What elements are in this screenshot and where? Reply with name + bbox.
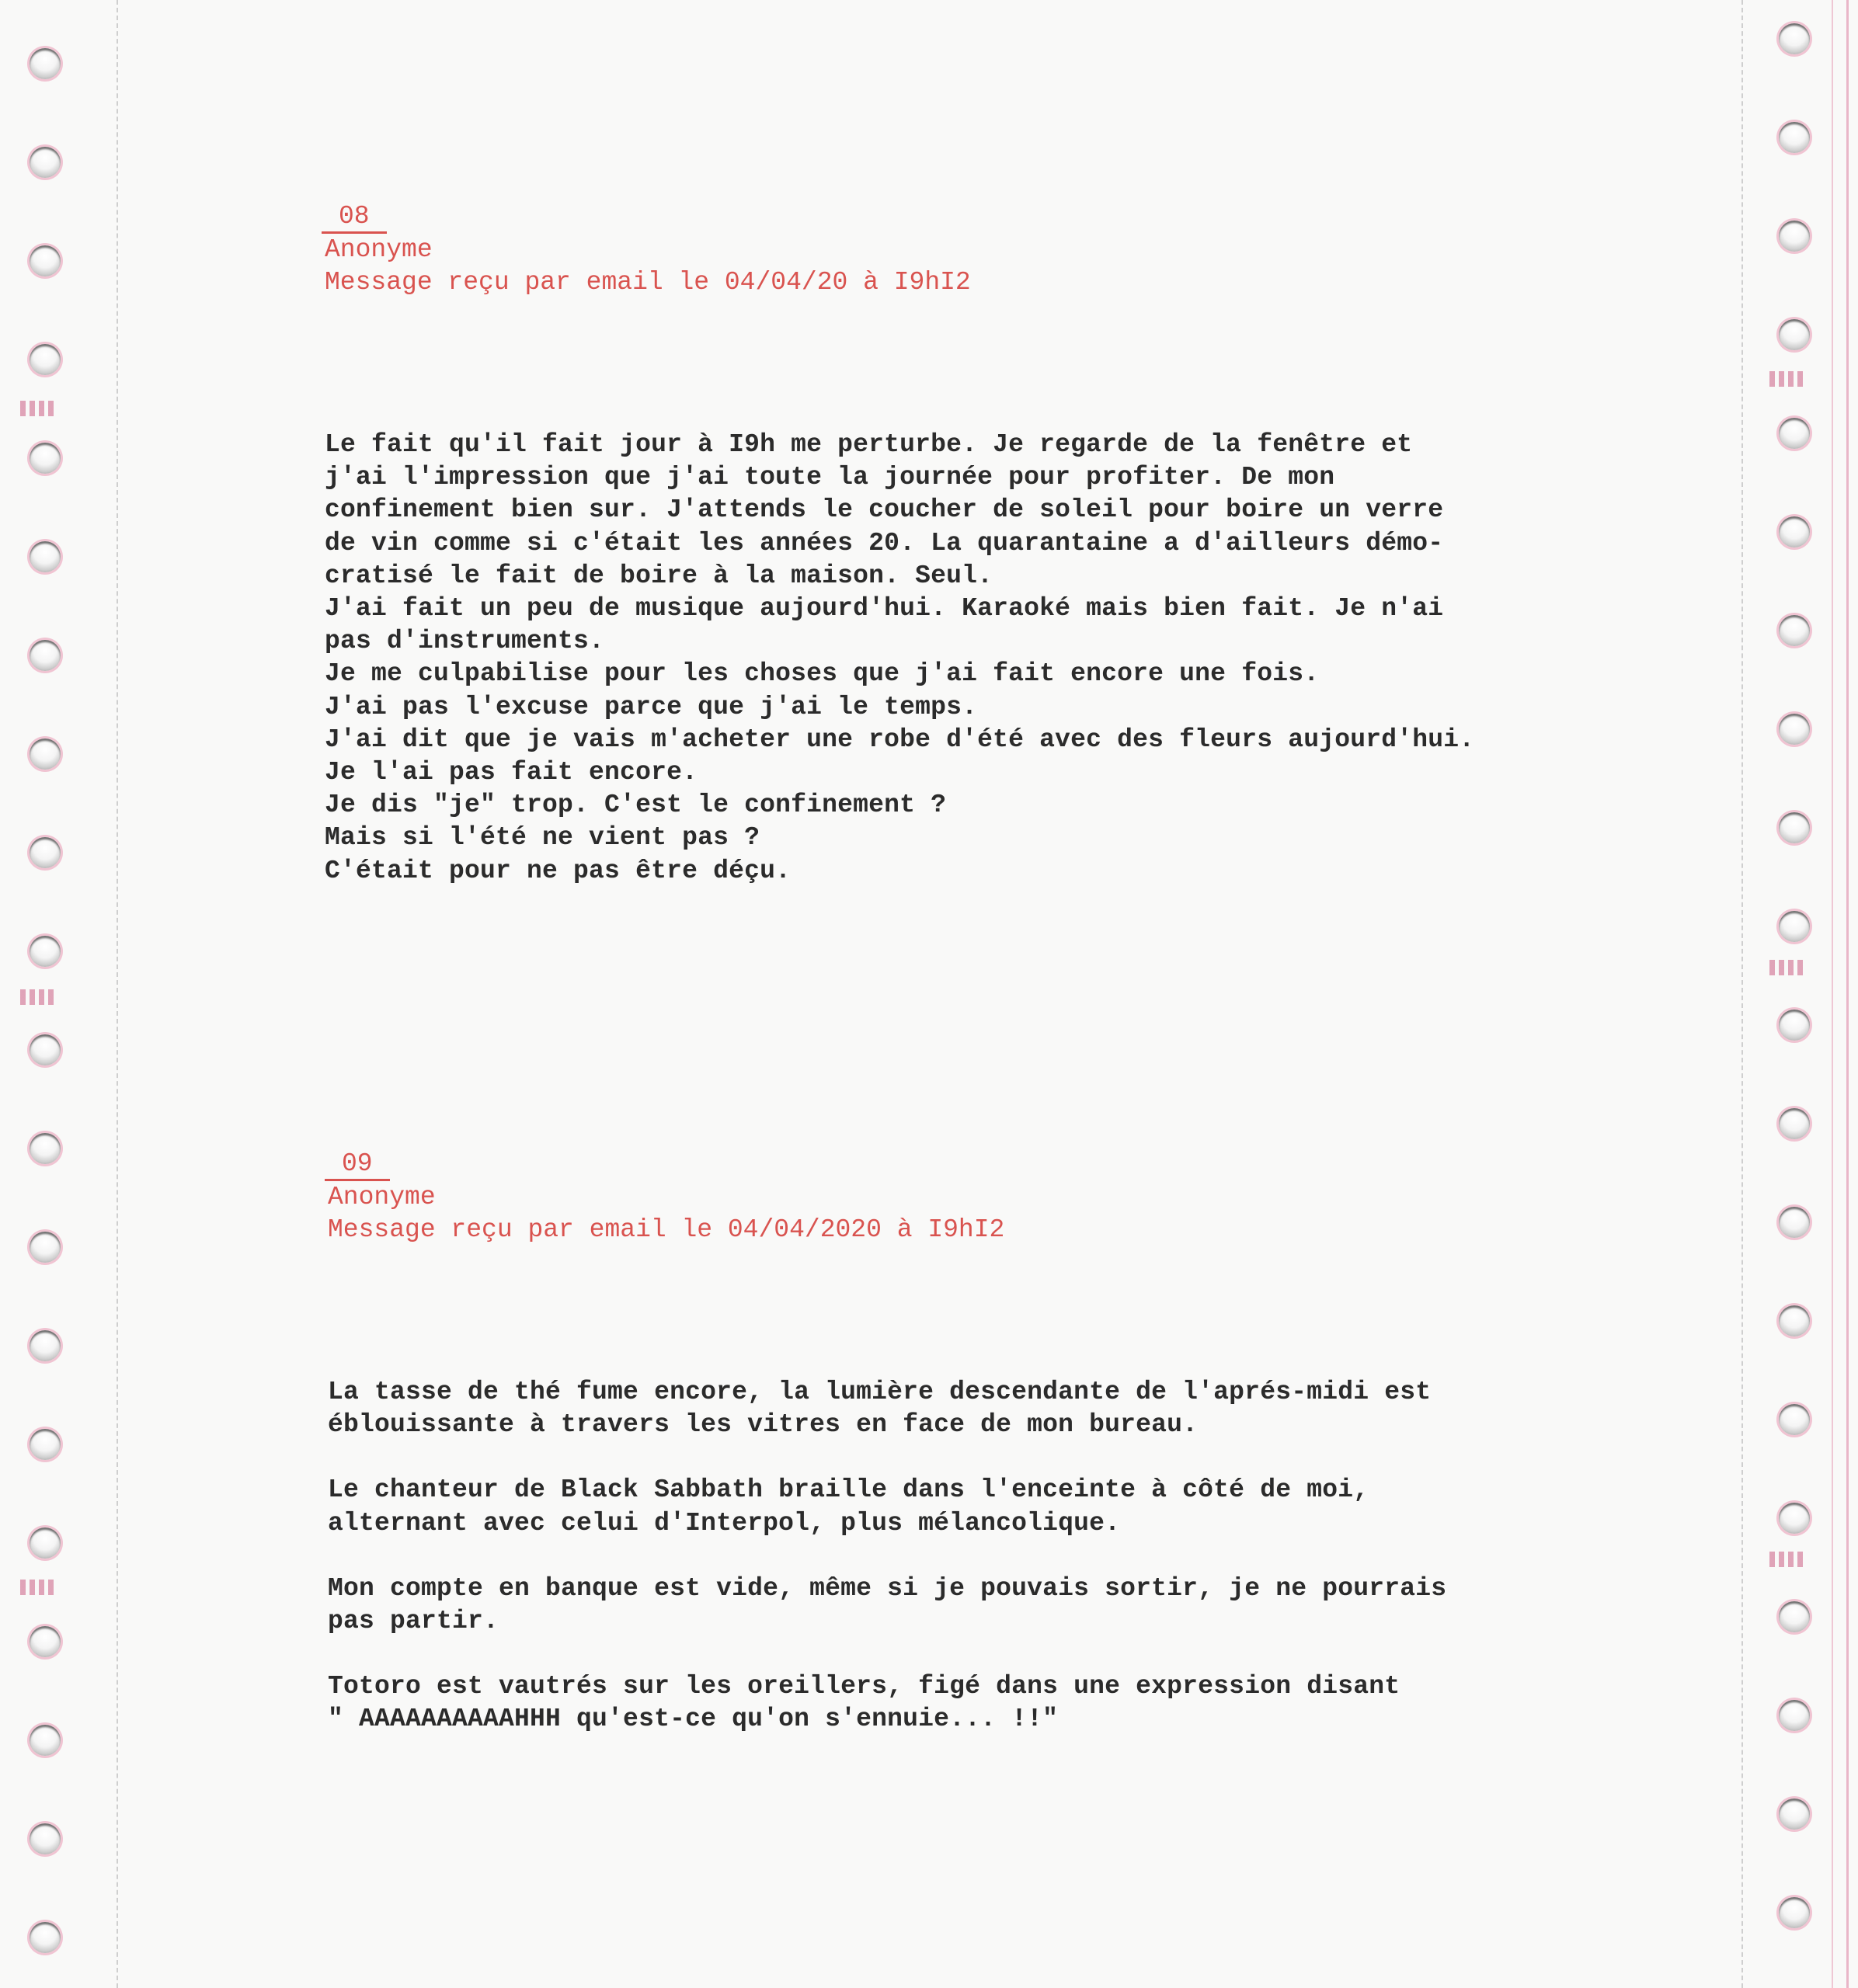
body-line: J'ai pas l'excuse parce que j'ai le temps.	[325, 692, 978, 721]
feed-hole	[30, 245, 61, 276]
body-paragraph: Le chanteur de Black Sabbath braille dans l'enceinte à côté de moi, alternant avec celui d'Interpol, plus mélancolique.	[328, 1475, 1369, 1538]
body-line: J'ai dit que je vais m'acheter une robe d'été avec des fleurs aujourd'hui.	[325, 725, 1475, 754]
body-line: cratisé le fait de boire à la maison. Seul.	[325, 561, 993, 590]
feed-hole	[1779, 418, 1810, 449]
body-paragraph: Totoro est vautrés sur les oreillers, figé dans une expression disant " AAAAAAAAAAHHH qu'est-ce qu'on s'ennuie... !!"	[328, 1672, 1400, 1734]
feed-hole	[1779, 23, 1810, 54]
message-body-09	[328, 1376, 1571, 1769]
entry-received-line: Message reçu par email le 04/04/2020 à I9hI2	[328, 1215, 1005, 1244]
feed-hole	[1779, 516, 1810, 547]
entry-number: 09	[325, 1149, 390, 1181]
feed-hole	[1779, 615, 1810, 646]
feed-hole	[1779, 1897, 1810, 1928]
feed-hole	[30, 443, 61, 474]
perforation-tick-mark	[1769, 1552, 1807, 1567]
feed-hole	[30, 541, 61, 572]
perforation-tick-mark	[1769, 371, 1807, 387]
feed-hole	[30, 1725, 61, 1756]
body-line: confinement bien sur. J'attends le coucher de soleil pour boire un verre	[325, 495, 1444, 525]
feed-hole	[1779, 1404, 1810, 1435]
page-edge-tint	[1832, 0, 1833, 1988]
feed-hole	[1779, 122, 1810, 153]
feed-hole	[30, 1330, 61, 1361]
feed-hole	[1779, 1305, 1810, 1336]
entry-author: Anonyme	[325, 235, 433, 264]
entry-received-line: Message reçu par email le 04/04/20 à I9hI2	[325, 268, 971, 297]
feed-hole	[30, 1133, 61, 1164]
page-edge-tint	[1846, 0, 1849, 1988]
feed-hole	[30, 1527, 61, 1559]
feed-hole	[30, 1922, 61, 1953]
feed-hole	[1779, 1503, 1810, 1534]
body-line: Je dis "je" trop. C'est le confinement ?	[325, 791, 947, 820]
feed-hole	[1779, 319, 1810, 350]
feed-hole	[1779, 1601, 1810, 1632]
body-line: pas d'instruments.	[325, 627, 605, 656]
feed-hole	[30, 48, 61, 79]
feed-hole	[1779, 1010, 1810, 1041]
feed-hole	[1779, 1207, 1810, 1238]
feed-hole	[30, 147, 61, 178]
feed-hole	[1779, 714, 1810, 745]
feed-hole	[30, 936, 61, 967]
entry-number: 08	[322, 202, 387, 234]
body-line: Le fait qu'il fait jour à I9h me perturbe. Je regarde de la fenêtre et	[325, 430, 1413, 459]
message-body-08	[325, 429, 1567, 888]
body-line: J'ai fait un peu de musique aujourd'hui. Karaoké mais bien fait. Je n'ai	[325, 594, 1444, 624]
feed-hole	[30, 344, 61, 375]
perforation-tick-mark	[1769, 960, 1807, 975]
body-paragraph: Mon compte en banque est vide, même si je pouvais sortir, je ne pourrais pas partir.	[328, 1573, 1447, 1636]
feed-hole	[1779, 812, 1810, 843]
right-perforation-line	[1741, 0, 1743, 1988]
feed-hole	[30, 1626, 61, 1657]
feed-hole	[1779, 1108, 1810, 1139]
entry-author: Anonyme	[328, 1183, 436, 1211]
perforation-tick-mark	[20, 1580, 57, 1595]
perforation-tick-mark	[20, 401, 57, 416]
feed-hole	[1779, 221, 1810, 252]
body-paragraph: La tasse de thé fume encore, la lumière descendante de l'aprés-midi est éblouissante à travers les vitres en face de mon bureau.	[328, 1378, 1432, 1440]
left-perforation-line	[117, 0, 118, 1988]
feed-hole	[1779, 1799, 1810, 1830]
feed-hole	[30, 640, 61, 671]
body-line: Je me culpabilise pour les choses que j'ai fait encore une fois.	[325, 659, 1320, 689]
feed-hole	[1779, 911, 1810, 942]
body-line: Mais si l'été ne vient pas ?	[325, 823, 760, 853]
message-entry-09	[328, 1148, 1571, 1246]
feed-hole	[30, 1823, 61, 1854]
feed-hole	[30, 837, 61, 868]
body-line: de vin comme si c'était les années 20. La quarantaine a d'ailleurs démo-	[325, 528, 1444, 558]
message-entry-08	[325, 200, 1567, 299]
perforation-tick-mark	[20, 989, 57, 1005]
feed-hole	[30, 1232, 61, 1263]
feed-hole	[1779, 1700, 1810, 1731]
body-line: C'était pour ne pas être déçu.	[325, 856, 792, 885]
body-line: j'ai l'impression que j'ai toute la journée pour profiter. De mon	[325, 463, 1335, 492]
body-line: Je l'ai pas fait encore.	[325, 758, 698, 787]
feed-hole	[30, 1429, 61, 1460]
feed-hole	[30, 1034, 61, 1065]
feed-hole	[30, 739, 61, 770]
